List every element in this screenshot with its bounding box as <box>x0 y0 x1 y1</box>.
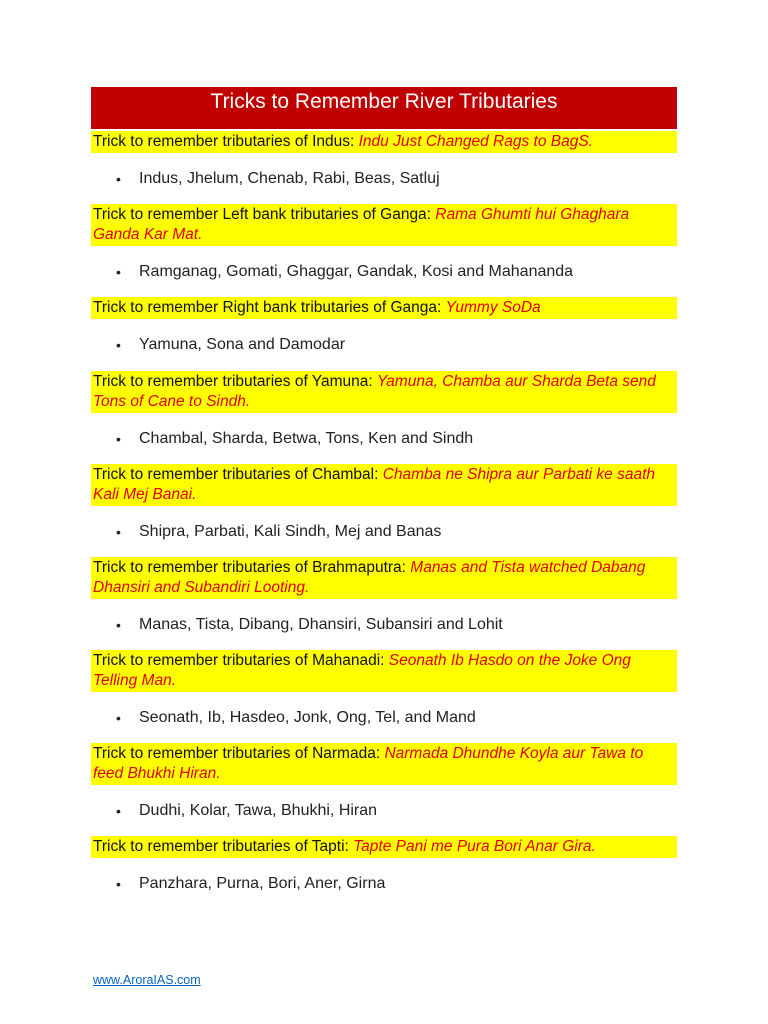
footer-website-link[interactable]: www.AroraIAS.com <box>93 973 201 987</box>
section-narmada <box>91 743 677 821</box>
trick-label: Trick to remember Left bank tributaries of Ganga: <box>93 206 436 223</box>
page-title: Tricks to Remember River Tributaries <box>91 87 677 129</box>
trick-highlight <box>91 650 677 692</box>
mnemonic-text: Chamba ne Shipra aur Parbati ke saath Kali Mej Banai. <box>93 466 655 503</box>
tributary-list: Yamuna, Sona and Damodar <box>139 336 346 353</box>
trick-label: Trick to remember tributaries of Chambal: <box>93 466 383 483</box>
list-item <box>91 429 677 449</box>
trick-highlight <box>91 836 677 858</box>
list-item <box>91 801 677 821</box>
trick-label: Trick to remember tributaries of Brahmaputra: <box>93 559 411 576</box>
list-item <box>91 262 677 282</box>
bullet-icon: • <box>116 803 121 819</box>
trick-label: Trick to remember tributaries of Mahanadi: <box>93 652 389 669</box>
list-item <box>91 615 677 635</box>
tributary-list: Dudhi, Kolar, Tawa, Bhukhi, Hiran <box>139 802 378 819</box>
tributary-list: Indus, Jhelum, Chenab, Rabi, Beas, Satluj <box>139 170 440 187</box>
section-ganga-left <box>91 204 677 282</box>
section-ganga-right <box>91 297 677 355</box>
mnemonic-text: Manas and Tista watched Dabang Dhansiri and Subandiri Looting. <box>93 559 646 596</box>
list-item <box>91 708 677 728</box>
mnemonic-text: Yamuna, Chamba aur Sharda Beta send Tons of Cane to Sindh. <box>93 373 656 410</box>
bullet-icon: • <box>116 617 121 633</box>
tributary-list: Ramganag, Gomati, Ghaggar, Gandak, Kosi and Mahananda <box>139 263 574 280</box>
bullet-icon: • <box>116 431 121 447</box>
section-indus <box>91 131 677 189</box>
section-mahanadi <box>91 650 677 728</box>
mnemonic-text: Narmada Dhundhe Koyla aur Tawa to feed Bhukhi Hiran. <box>93 745 644 782</box>
list-item <box>91 874 677 894</box>
tributary-list: Chambal, Sharda, Betwa, Tons, Ken and Sindh <box>139 430 474 447</box>
section-brahmaputra <box>91 557 677 635</box>
list-item <box>91 522 677 542</box>
trick-highlight <box>91 204 677 246</box>
bullet-icon: • <box>116 876 121 892</box>
list-item <box>91 335 677 355</box>
trick-highlight <box>91 131 677 153</box>
mnemonic-text: Seonath Ib Hasdo on the Joke Ong Telling Man. <box>93 652 631 689</box>
tributary-list: Panzhara, Purna, Bori, Aner, Girna <box>139 875 386 892</box>
trick-label: Trick to remember tributaries of Tapti: <box>93 838 354 855</box>
tributary-list: Manas, Tista, Dibang, Dhansiri, Subansiri and Lohit <box>139 616 503 633</box>
tributary-list: Shipra, Parbati, Kali Sindh, Mej and Banas <box>139 523 442 540</box>
bullet-icon: • <box>116 524 121 540</box>
bullet-icon: • <box>116 171 121 187</box>
bullet-icon: • <box>116 710 121 726</box>
mnemonic-text: Yummy SoDa <box>445 299 541 316</box>
bullet-icon: • <box>116 264 121 280</box>
mnemonic-text: Tapte Pani me Pura Bori Anar Gira. <box>353 838 596 855</box>
trick-label: Trick to remember tributaries of Yamuna: <box>93 373 377 390</box>
section-tapti <box>91 836 677 894</box>
trick-label: Trick to remember Right bank tributaries of Ganga: <box>93 299 446 316</box>
trick-highlight <box>91 557 677 599</box>
section-yamuna <box>91 371 677 449</box>
bullet-icon: • <box>116 337 121 353</box>
trick-label: Trick to remember tributaries of Narmada: <box>93 745 385 762</box>
trick-highlight <box>91 297 677 319</box>
trick-highlight <box>91 464 677 506</box>
mnemonic-text: Indu Just Changed Rags to BagS. <box>358 133 593 150</box>
tributary-list: Seonath, Ib, Hasdeo, Jonk, Ong, Tel, and Mand <box>139 709 476 726</box>
trick-highlight <box>91 743 677 785</box>
trick-highlight <box>91 371 677 413</box>
list-item <box>91 169 677 189</box>
trick-label: Trick to remember tributaries of Indus: <box>93 133 359 150</box>
mnemonic-text: Rama Ghumti hui Ghaghara Ganda Kar Mat. <box>93 206 630 243</box>
section-chambal <box>91 464 677 542</box>
